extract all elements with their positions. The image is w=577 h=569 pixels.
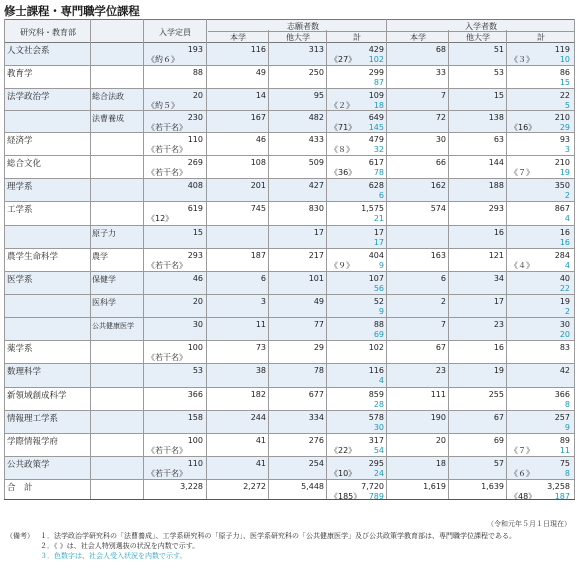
applicants-home: 201 (250, 181, 266, 190)
enrolled-home: 162 (430, 181, 446, 190)
enrolled-other: 51 (493, 45, 504, 54)
applicants-home: 14 (255, 91, 266, 100)
enrolled-other: 23 (493, 320, 504, 329)
capacity-value: 366 (187, 390, 203, 399)
enrolled-working-adults: 2 (564, 307, 570, 316)
enrolled-home: 33 (435, 68, 446, 77)
applicants-total: 299 (368, 68, 384, 77)
applicants-other: 17 (313, 228, 324, 237)
admissions-table (4, 19, 575, 500)
enrolled-total: 42 (559, 366, 570, 375)
applicants-working-adults: 102 (368, 55, 384, 64)
enrolled-total: 3,258 (547, 482, 570, 491)
enrolled-other: 17 (493, 297, 504, 306)
enrolled-special: 《48》 (510, 492, 537, 501)
enrolled-working-adults: 16 (559, 238, 570, 247)
enrolled-total: 257 (554, 413, 570, 422)
applicants-other: 217 (308, 251, 324, 260)
enrolled-home: 68 (435, 45, 446, 54)
capacity-value: 20 (192, 297, 203, 306)
enrolled-home: 7 (440, 320, 446, 329)
enrolled-other: 255 (488, 390, 504, 399)
enrolled-home: 111 (430, 390, 446, 399)
capacity-working-adults: 《12》 (147, 214, 174, 223)
enrolled-total: 83 (559, 343, 570, 352)
grid-line (143, 19, 144, 500)
applicants-home: 187 (250, 251, 266, 260)
applicants-working-adults: 69 (373, 330, 384, 339)
grid-line (574, 19, 575, 500)
grid-line (90, 19, 91, 500)
enrolled-working-adults: 20 (559, 330, 570, 339)
applicants-special: 《36》 (330, 168, 357, 177)
note-1: １．法学政治学研究科の「法曹養成」、工学系研究科の「原子力」、医学系研究科の「公共健康医学」及び公共政策学教育部は、専門職学位課程である。 (40, 532, 516, 540)
header-app-other: 他大学 (286, 33, 310, 42)
applicants-other: 95 (313, 91, 324, 100)
sub-program: 原子力 (92, 229, 116, 238)
dept-name: 医学系 (7, 275, 33, 285)
applicants-total: 404 (368, 251, 384, 260)
applicants-home: 46 (255, 135, 266, 144)
applicants-total: 107 (368, 274, 384, 283)
applicants-other: 433 (308, 135, 324, 144)
capacity-value: 193 (187, 45, 203, 54)
enrolled-total: 16 (559, 228, 570, 237)
header-enr-total: 計 (537, 33, 545, 42)
applicants-home: 2,272 (243, 482, 266, 491)
applicants-working-adults: 32 (373, 145, 384, 154)
notes-label: （備考） (6, 532, 34, 540)
applicants-total: 7,720 (361, 482, 384, 491)
capacity-value: 100 (187, 436, 203, 445)
grid-line (206, 19, 207, 500)
grid-line (386, 19, 387, 500)
applicants-working-adults: 9 (378, 261, 384, 270)
enrolled-home: 30 (435, 135, 446, 144)
applicants-home: 49 (255, 68, 266, 77)
applicants-working-adults: 17 (373, 238, 384, 247)
applicants-working-adults: 78 (373, 168, 384, 177)
enrolled-working-adults: 4 (564, 261, 570, 270)
capacity-working-adults: 《若干名》 (147, 145, 187, 154)
applicants-total: 649 (368, 113, 384, 122)
applicants-special: 《８》 (330, 145, 354, 154)
applicants-home: 244 (250, 413, 266, 422)
enrolled-other: 138 (488, 113, 504, 122)
enrolled-other: 53 (493, 68, 504, 77)
enrolled-special: 《７》 (510, 446, 534, 455)
enrolled-working-adults: 19 (559, 168, 570, 177)
applicants-home: 745 (250, 204, 266, 213)
note-2: ２．《 》は、社会人特別選抜の状況を内数で示す。 (40, 542, 200, 550)
applicants-other: 49 (313, 297, 324, 306)
grid-line (268, 30, 269, 500)
capacity-value: 100 (187, 343, 203, 352)
applicants-total: 859 (368, 390, 384, 399)
enrolled-working-adults: 8 (564, 400, 570, 409)
applicants-total: 617 (368, 158, 384, 167)
applicants-home: 41 (255, 436, 266, 445)
applicants-home: 41 (255, 459, 266, 468)
applicants-working-adults: 54 (373, 446, 384, 455)
applicants-home: 116 (250, 45, 266, 54)
capacity-working-adults: 《若干名》 (147, 261, 187, 270)
enrolled-total: 867 (554, 204, 570, 213)
applicants-total: 116 (368, 366, 384, 375)
capacity-value: 230 (187, 113, 203, 122)
enrolled-other: 121 (488, 251, 504, 260)
applicants-working-adults: 28 (373, 400, 384, 409)
applicants-other: 101 (308, 274, 324, 283)
enrolled-other: 57 (493, 459, 504, 468)
enrolled-home: 20 (435, 436, 446, 445)
applicants-home: 6 (260, 274, 266, 283)
sub-program: 法曹養成 (92, 114, 124, 123)
enrolled-total: 366 (554, 390, 570, 399)
dept-name: 新領域創成科学 (7, 391, 67, 401)
dept-name: 農学生命科学 (7, 252, 59, 262)
dept-name: 人文社会系 (7, 46, 50, 56)
enrolled-working-adults: 22 (559, 284, 570, 293)
enrolled-home: 7 (440, 91, 446, 100)
dept-name: 数理科学 (7, 367, 42, 377)
applicants-total: 429 (368, 45, 384, 54)
applicants-other: 250 (308, 68, 324, 77)
enrolled-total: 89 (559, 436, 570, 445)
applicants-total: 628 (368, 181, 384, 190)
applicants-working-adults: 145 (368, 123, 384, 132)
enrolled-home: 163 (430, 251, 446, 260)
capacity-working-adults: 《若干名》 (147, 168, 187, 177)
capacity-working-adults: 《若干名》 (147, 123, 187, 132)
applicants-working-adults: 789 (368, 492, 384, 501)
applicants-other: 313 (308, 45, 324, 54)
applicants-total: 17 (373, 228, 384, 237)
enrolled-other: 34 (493, 274, 504, 283)
capacity-value: 3,228 (180, 482, 203, 491)
enrolled-total: 22 (559, 91, 570, 100)
note-3: ３．色数字は、社会人受入状況を内数で示す。 (40, 552, 187, 560)
applicants-home: 38 (255, 366, 266, 375)
applicants-other: 276 (308, 436, 324, 445)
applicants-special: 《22》 (330, 446, 357, 455)
header-dept: 研究科・教育部 (20, 28, 76, 37)
applicants-working-adults: 6 (378, 191, 384, 200)
applicants-total: 578 (368, 413, 384, 422)
dept-name: 学際情報学府 (7, 437, 59, 447)
applicants-working-adults: 30 (373, 423, 384, 432)
dept-name: 情報理工学系 (7, 414, 59, 424)
enrolled-working-adults: 29 (559, 123, 570, 132)
enrolled-home: 574 (430, 204, 446, 213)
capacity-working-adults: 《約５》 (147, 101, 179, 110)
applicants-other: 830 (308, 204, 324, 213)
sub-program: 保健学 (92, 275, 116, 284)
capacity-value: 269 (187, 158, 203, 167)
enrolled-other: 16 (493, 228, 504, 237)
applicants-home: 11 (255, 320, 266, 329)
enrolled-working-adults: 11 (559, 446, 570, 455)
enrolled-home: 66 (435, 158, 446, 167)
enrolled-home: 1,619 (423, 482, 446, 491)
capacity-working-adults: 《若干名》 (147, 353, 187, 362)
enrolled-total: 75 (559, 459, 570, 468)
enrolled-total: 30 (559, 320, 570, 329)
applicants-total: 317 (368, 436, 384, 445)
applicants-working-adults: 24 (373, 469, 384, 478)
enrolled-total: 210 (554, 113, 570, 122)
enrolled-working-adults: 8 (564, 469, 570, 478)
applicants-other: 509 (308, 158, 324, 167)
enrolled-home: 18 (435, 459, 446, 468)
enrolled-working-adults: 2 (564, 191, 570, 200)
header-capacity: 入学定員 (159, 28, 191, 37)
applicants-working-adults: 21 (373, 214, 384, 223)
enrolled-home: 2 (440, 297, 446, 306)
applicants-working-adults: 18 (373, 101, 384, 110)
enrolled-home: 23 (435, 366, 446, 375)
enrolled-working-adults: 4 (564, 214, 570, 223)
header-enr-other: 他大学 (466, 33, 490, 42)
dept-name: 法学政治学 (7, 92, 50, 102)
applicants-special: 《71》 (330, 123, 357, 132)
applicants-working-adults: 9 (378, 307, 384, 316)
applicants-special: 《２》 (330, 101, 354, 110)
enrolled-other: 19 (493, 366, 504, 375)
enrolled-total: 210 (554, 158, 570, 167)
enrolled-other: 67 (493, 413, 504, 422)
capacity-value: 158 (187, 413, 203, 422)
capacity-value: 408 (187, 181, 203, 190)
sub-program: 公共健康医学 (92, 322, 134, 330)
enrolled-working-adults: 9 (564, 423, 570, 432)
capacity-value: 15 (192, 228, 203, 237)
enrolled-total: 350 (554, 181, 570, 190)
header-app-total: 計 (353, 33, 361, 42)
enrolled-total: 284 (554, 251, 570, 260)
applicants-working-adults: 87 (373, 78, 384, 87)
applicants-total: 52 (373, 297, 384, 306)
applicants-other: 5,448 (301, 482, 324, 491)
dept-name: 合 計 (7, 483, 33, 493)
enrolled-other: 188 (488, 181, 504, 190)
applicants-other: 29 (313, 343, 324, 352)
enrolled-special: 《３》 (510, 55, 534, 64)
dept-name: 経済学 (7, 136, 33, 146)
capacity-value: 110 (187, 459, 203, 468)
applicants-total: 479 (368, 135, 384, 144)
applicants-other: 334 (308, 413, 324, 422)
dept-name: 教育学 (7, 69, 33, 79)
capacity-value: 53 (192, 366, 203, 375)
applicants-other: 677 (308, 390, 324, 399)
dept-name: 総合文化 (7, 159, 42, 169)
applicants-working-adults: 4 (378, 376, 384, 385)
applicants-home: 73 (255, 343, 266, 352)
dept-name: 理学系 (7, 182, 33, 192)
header-applicants: 志願者数 (287, 22, 319, 31)
header-app-home: 本学 (230, 33, 246, 42)
applicants-total: 102 (368, 343, 384, 352)
as-of-date: （令和元年５月１日現在） (487, 520, 571, 528)
enrolled-home: 67 (435, 343, 446, 352)
capacity-working-adults: 《約６》 (147, 55, 179, 64)
header-enrolled: 入学者数 (465, 22, 497, 31)
applicants-special: 《27》 (330, 55, 357, 64)
applicants-total: 295 (368, 459, 384, 468)
capacity-value: 293 (187, 251, 203, 260)
grid-line (448, 30, 449, 500)
enrolled-other: 16 (493, 343, 504, 352)
dept-name: 薬学系 (7, 344, 33, 354)
enrolled-working-adults: 3 (564, 145, 570, 154)
enrolled-special: 《６》 (510, 469, 534, 478)
enrolled-working-adults: 15 (559, 78, 570, 87)
capacity-working-adults: 《若干名》 (147, 446, 187, 455)
enrolled-special: 《７》 (510, 168, 534, 177)
page-title: 修士課程・専門職学位課程 (4, 4, 140, 18)
enrolled-other: 15 (493, 91, 504, 100)
applicants-other: 77 (313, 320, 324, 329)
enrolled-other: 1,639 (481, 482, 504, 491)
applicants-home: 108 (250, 158, 266, 167)
enrolled-special: 《16》 (510, 123, 537, 132)
enrolled-total: 86 (559, 68, 570, 77)
enrolled-home: 190 (430, 413, 446, 422)
enrolled-special: 《４》 (510, 261, 534, 270)
applicants-home: 167 (250, 113, 266, 122)
applicants-other: 78 (313, 366, 324, 375)
capacity-value: 20 (192, 91, 203, 100)
capacity-value: 46 (192, 274, 203, 283)
grid-line (326, 30, 327, 500)
capacity-value: 110 (187, 135, 203, 144)
enrolled-other: 69 (493, 436, 504, 445)
enrolled-working-adults: 187 (554, 492, 570, 501)
applicants-special: 《９》 (330, 261, 354, 270)
capacity-working-adults: 《若干名》 (147, 469, 187, 478)
applicants-other: 482 (308, 113, 324, 122)
dept-name: 公共政策学 (7, 460, 50, 470)
applicants-working-adults: 56 (373, 284, 384, 293)
enrolled-other: 63 (493, 135, 504, 144)
enrolled-home: 72 (435, 113, 446, 122)
enrolled-working-adults: 10 (559, 55, 570, 64)
applicants-special: 《10》 (330, 469, 357, 478)
applicants-other: 427 (308, 181, 324, 190)
capacity-value: 88 (192, 68, 203, 77)
sub-program: 医科学 (92, 298, 116, 307)
applicants-total: 109 (368, 91, 384, 100)
enrolled-total: 93 (559, 135, 570, 144)
enrolled-working-adults: 5 (564, 101, 570, 110)
applicants-other: 254 (308, 459, 324, 468)
applicants-home: 182 (250, 390, 266, 399)
sub-program: 農学 (92, 252, 108, 261)
applicants-special: 《185》 (330, 492, 362, 501)
grid-line (4, 19, 5, 500)
enrolled-other: 293 (488, 204, 504, 213)
applicants-total: 1,575 (361, 204, 384, 213)
header-enr-home: 本学 (410, 33, 426, 42)
applicants-home: 3 (260, 297, 266, 306)
enrolled-other: 144 (488, 158, 504, 167)
capacity-value: 30 (192, 320, 203, 329)
dept-name: 工学系 (7, 205, 33, 215)
enrolled-total: 19 (559, 297, 570, 306)
grid-line (506, 30, 507, 500)
capacity-value: 619 (187, 204, 203, 213)
enrolled-home: 6 (440, 274, 446, 283)
applicants-total: 88 (373, 320, 384, 329)
enrolled-total: 40 (559, 274, 570, 283)
sub-program: 総合法政 (92, 92, 124, 101)
enrolled-total: 119 (554, 45, 570, 54)
